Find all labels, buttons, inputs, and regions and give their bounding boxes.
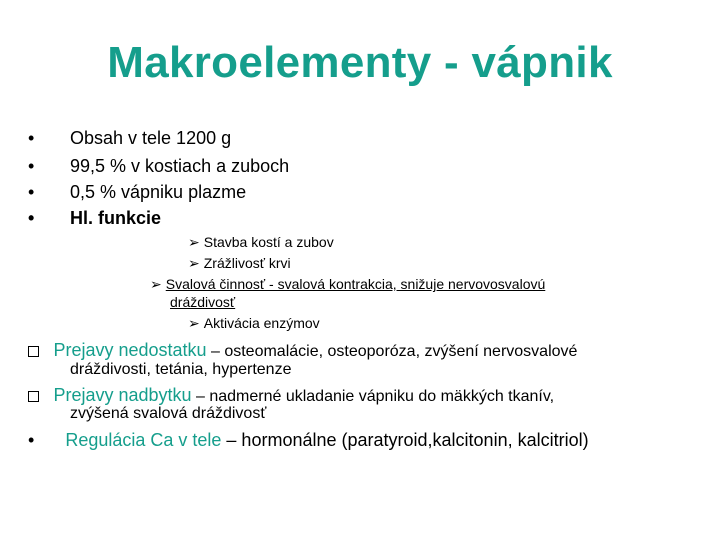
bullet-marker: •: [28, 208, 35, 228]
bullet-marker: •: [28, 128, 35, 148]
bullet-item: [28, 182, 428, 204]
function-text: Svalová činnosť - svalová kontrakcia, snižuje nervovosvalovú: [165, 276, 546, 292]
excess-continuation: zvýšená svalová dráždivosť: [70, 405, 267, 422]
function-text: dráždivosť: [170, 294, 236, 310]
function-item: [150, 276, 545, 293]
arrow-icon: ➢: [188, 315, 200, 331]
regulation-text: – hormonálne (paratyroid,kalcitonin, kalcitriol): [221, 430, 589, 450]
function-text: Aktivácia enzýmov: [203, 315, 320, 331]
bullet-text: Obsah v tele 1200 g: [70, 128, 232, 148]
function-item: [188, 234, 334, 251]
slide-title: Makroelementy - vápnik: [107, 38, 613, 87]
deficiency-continuation: dráždivosti, tetánia, hypertenze: [70, 361, 292, 378]
arrow-icon: ➢: [150, 276, 162, 292]
bullet-item: [28, 128, 428, 150]
checkbox-square-icon: [28, 346, 39, 357]
deficiency-label: Prejavy nedostatku: [53, 340, 207, 360]
function-text: Zrážlivosť krvi: [203, 255, 291, 271]
arrow-icon: ➢: [188, 255, 200, 271]
function-item-continuation: [170, 294, 235, 310]
function-item: [188, 315, 320, 332]
bullet-marker: •: [28, 430, 35, 450]
bullet-text: Hl. funkcie: [70, 208, 162, 228]
bullet-item: [28, 156, 428, 178]
checkbox-square-icon: [28, 391, 39, 402]
excess-label: Prejavy nadbytku: [53, 385, 192, 405]
regulation-item: [28, 430, 589, 451]
bullet-marker: •: [28, 156, 35, 176]
bullet-item: [28, 208, 428, 230]
excess-item: [28, 385, 554, 406]
bullet-text: 0,5 % vápniku plazme: [70, 182, 247, 202]
excess-text: – nadmerné ukladanie vápniku do mäkkých tkanív,: [191, 388, 555, 405]
deficiency-text: – osteomalácie, osteoporóza, zvýšení nervosvalové: [206, 343, 578, 360]
bullet-marker: •: [28, 182, 35, 202]
deficiency-item: [28, 340, 577, 361]
bullet-text: 99,5 % v kostiach a zuboch: [70, 156, 290, 176]
regulation-label: Regulácia Ca v tele: [65, 430, 222, 450]
arrow-icon: ➢: [188, 234, 200, 250]
function-item: [188, 255, 291, 272]
function-text: Stavba kostí a zubov: [203, 234, 334, 250]
